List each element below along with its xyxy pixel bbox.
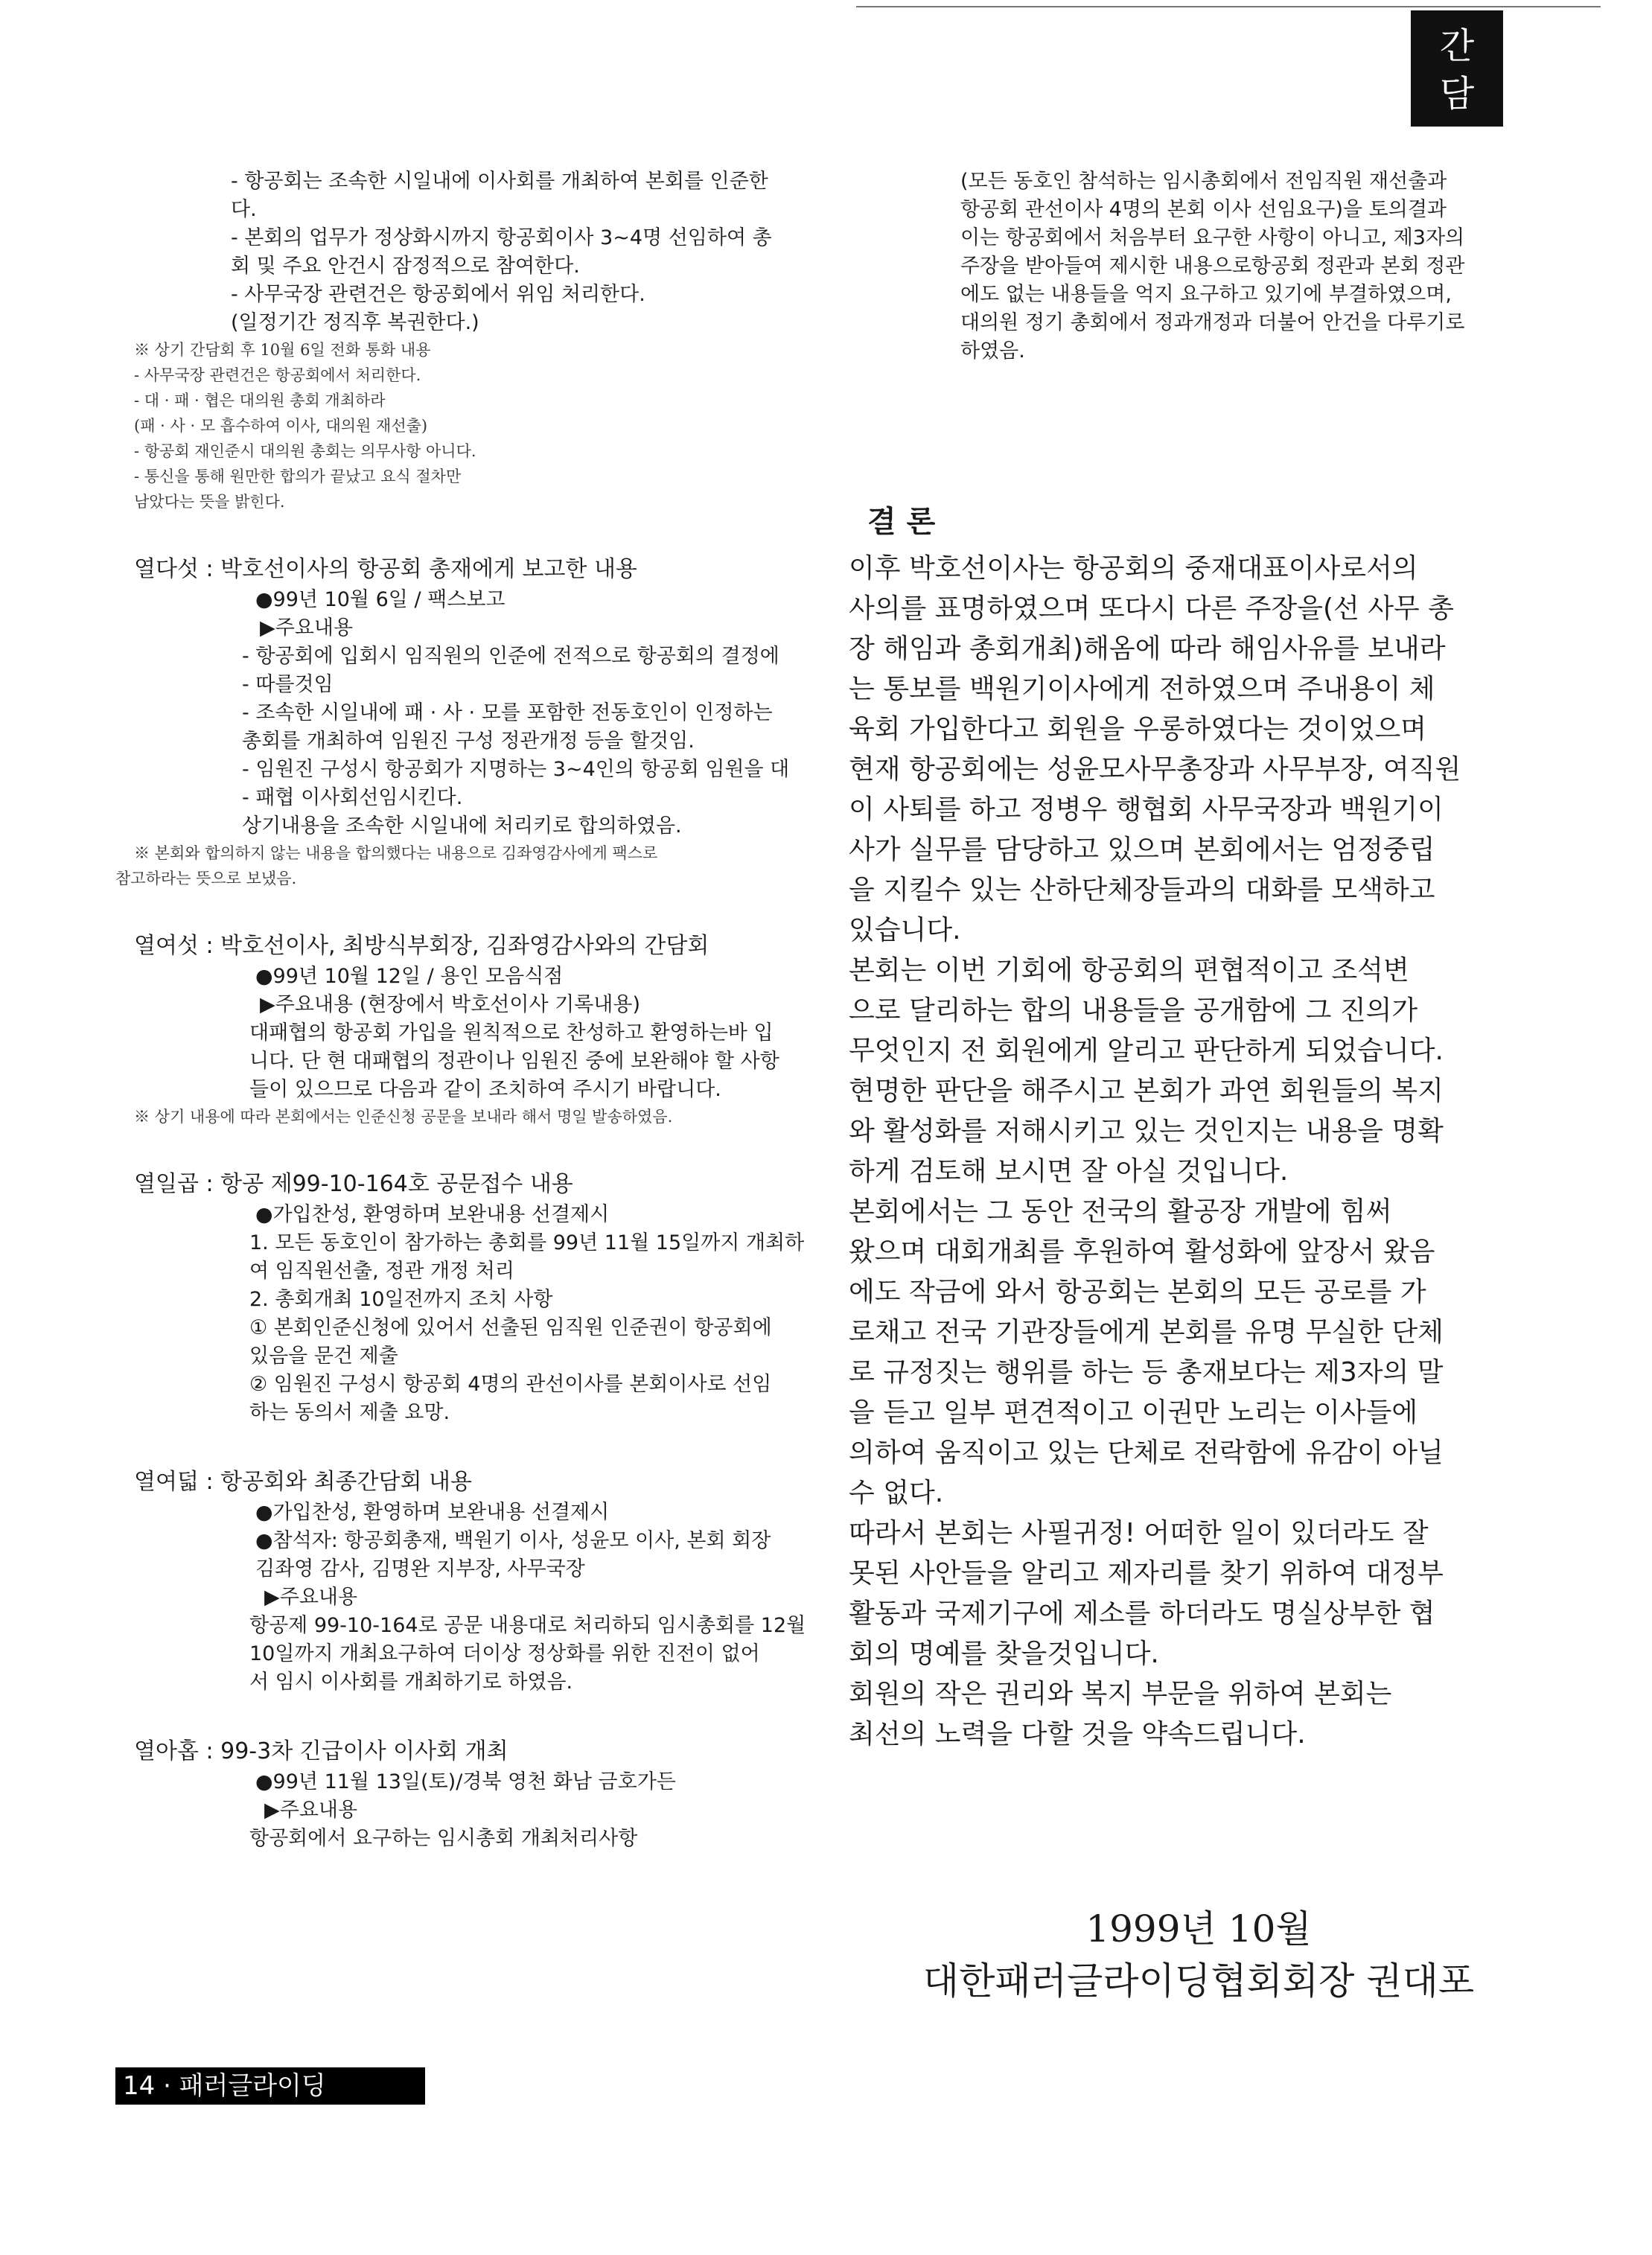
- text-line: - 임원진 구성시 항공회가 지명하는 3~4인의 항공회 임원을 대: [242, 758, 790, 781]
- text-line: ●99년 10월 6일 / 팩스보고: [255, 588, 506, 611]
- text-line: - 사무국장 관련건은 항공회에서 위임 처리한다.: [231, 283, 645, 306]
- text-line: 서 임시 이사회를 개최하기로 하였음.: [249, 1671, 573, 1694]
- text-line: 하게 검토해 보시면 잘 아실 것입니다.: [849, 1156, 1289, 1187]
- text-line: 대의원 정기 총회에서 정과개정과 더불어 안건을 다루기로: [960, 311, 1465, 334]
- text-line: 2. 총회개최 10일전까지 조치 사항: [249, 1288, 553, 1311]
- text-line: 따라서 본회는 사필귀정! 어떠한 일이 있더라도 잘: [849, 1518, 1429, 1548]
- right-column: [849, 168, 1496, 1755]
- page-footer: 14 · 패러글라이딩: [115, 2067, 425, 2105]
- text-line: 본회는 이번 기회에 항공회의 편협적이고 조석변: [849, 955, 1409, 986]
- closing-block: [893, 1903, 1504, 2007]
- closing-signature: 대한패러글라이딩협회회장 권대포: [922, 1959, 1475, 2003]
- text-line: 의하여 움직이고 있는 단체로 전락함에 유감이 아닐: [849, 1438, 1444, 1468]
- text-line: ▶주요내용: [260, 616, 354, 639]
- text-line: 에도 작금에 와서 항공회는 본회의 모든 공로를 가: [849, 1277, 1426, 1307]
- text-line: 왔으며 대회개최를 후원하여 활성화에 앞장서 왔음: [849, 1237, 1435, 1267]
- text-line: 있음을 문건 제출: [249, 1345, 398, 1368]
- text-line: ▶주요내용 (현장에서 박호선이사 기록내용): [260, 993, 640, 1016]
- text-line: - 본회의 업무가 정상화시까지 항공회이사 3~4명 선임하여 총: [231, 226, 772, 249]
- text-line: ●99년 11월 13일(토)/경북 영천 화남 금호가든: [255, 1770, 676, 1793]
- text-line: 들이 있으므로 다음과 같이 조치하여 주시기 바랍니다.: [249, 1078, 721, 1101]
- text-line: 하였음.: [960, 339, 1025, 363]
- text-line: - 항공회는 조속한 시일내에 이사회를 개최하여 본회를 인준한: [231, 170, 768, 193]
- text-line: 로 규정짓는 행위를 하는 등 총재보다는 제3자의 말: [849, 1357, 1444, 1388]
- text-line: 에도 없는 내용들을 억지 요구하고 있기에 부결하였으며,: [960, 283, 1452, 306]
- intro-block: [115, 168, 789, 337]
- section-heading: 열여섯 : 박호선이사, 최방식부회장, 김좌영감사와의 간담회: [134, 933, 709, 959]
- text-line: 현명한 판단을 해주시고 본회가 과연 회원들의 복지: [849, 1076, 1444, 1106]
- text-line: 을 듣고 일부 편견적이고 이권만 노리는 이사들에: [849, 1397, 1418, 1428]
- note-line: ※ 본회와 합의하지 않는 내용을 합의했다는 내용으로 김좌영감사에게 팩스로: [134, 844, 658, 862]
- text-line: 이는 항공회에서 처음부터 요구한 사항이 아니고, 제3자의: [960, 226, 1465, 249]
- text-line: ▶주요내용: [264, 1799, 358, 1822]
- section-19: [115, 1735, 789, 1853]
- text-line: - 따를것임: [242, 673, 334, 696]
- text-line: 하는 동의서 제출 요망.: [249, 1401, 450, 1424]
- text-line: ●가입찬성, 환영하며 보완내용 선결제시: [255, 1203, 610, 1226]
- text-line: 상기내용을 조속한 시일내에 처리키로 합의하였음.: [242, 814, 682, 838]
- note-line: (패 · 사 · 모 흡수하여 이사, 대의원 재선출): [134, 417, 428, 435]
- conclusion-title: 결 론: [867, 504, 936, 539]
- text-line: 총회를 개최하여 임원진 구성 정관개정 등을 할것임.: [242, 730, 695, 753]
- text-line: 본회에서는 그 동안 전국의 활공장 개발에 힘써: [849, 1196, 1392, 1227]
- text-line: 항공제 99-10-164로 공문 내용대로 처리하되 임시총회를 12월: [249, 1614, 806, 1637]
- text-line: - 조속한 시일내에 패 · 사 · 모를 포함한 전동호인이 인정하는: [242, 701, 773, 724]
- closing-date: 1999년 10월: [1085, 1907, 1312, 1951]
- section-tab: [1411, 10, 1503, 127]
- text-line: 못된 사안들을 알리고 제자리를 찾기 위하여 대정부: [849, 1558, 1444, 1589]
- text-line: 회의 명예를 찾을것입니다.: [849, 1639, 1159, 1669]
- text-line: 이후 박호선이사는 항공회의 중재대표이사로서의: [849, 553, 1418, 584]
- text-line: ② 임원진 구성시 항공회 4명의 관선이사를 본회이사로 선임: [249, 1373, 772, 1396]
- section-heading: 열아홉 : 99-3차 긴급이사 이사회 개최: [134, 1738, 508, 1764]
- section-18: [115, 1466, 806, 1697]
- note-line: ※ 상기 내용에 따라 본회에서는 인준신청 공문을 보내라 해서 명일 발송하였음.: [134, 1108, 673, 1126]
- text-line: 여 임직원선출, 정관 개정 처리: [249, 1260, 514, 1283]
- text-line: 항공회에서 요구하는 임시총회 개최처리사항: [249, 1827, 638, 1850]
- text-line: 현재 항공회에는 성윤모사무총장과 사무부장, 여직원: [849, 754, 1461, 785]
- right-top-paragraph: [849, 168, 1496, 366]
- text-line: 육회 가입한다고 회원을 우롱하였다는 것이었으며: [849, 714, 1427, 744]
- text-line: 대패협의 항공회 가입을 원칙적으로 찬성하고 환영하는바 입: [249, 1021, 774, 1044]
- text-line: ▶주요내용: [264, 1586, 358, 1609]
- note-line: - 대 · 패 · 협은 대의원 총회 개최하라: [134, 392, 386, 409]
- text-line: 1. 모든 동호인이 참가하는 총회를 99년 11월 15일까지 개최하: [249, 1231, 805, 1254]
- text-line: ●99년 10월 12일 / 용인 모음식점: [255, 965, 564, 988]
- text-line: 로채고 전국 기관장들에게 본회를 유명 무실한 단체: [849, 1317, 1444, 1347]
- section-15: [115, 553, 789, 891]
- text-line: 사가 실무를 담당하고 있으며 본회에서는 엄정중립: [849, 835, 1435, 865]
- note-line: - 통신을 통해 원만한 합의가 끝났고 요식 절차만: [134, 468, 462, 485]
- text-line: - 항공회에 입회시 임직원의 인준에 전적으로 항공회의 결정에: [242, 645, 779, 668]
- text-line: (일정기간 정직후 복권한다.): [231, 311, 479, 334]
- text-line: 무엇인지 전 회원에게 알리고 판단하게 되었습니다.: [849, 1036, 1444, 1066]
- note-line: 참고하라는 뜻으로 보냈음.: [115, 870, 297, 887]
- section-16: [115, 930, 789, 1129]
- text-line: 항공회 관선이사 4명의 본회 이사 선임요구)을 토의결과: [960, 198, 1447, 221]
- note-line: ※ 상기 간담회 후 10월 6일 전화 통화 내용: [134, 341, 431, 359]
- text-line: (모든 동호인 참석하는 임시총회에서 전임직원 재선출과: [960, 170, 1447, 193]
- text-line: 와 활성화를 저해시키고 있는 것인지는 내용을 명확: [849, 1116, 1444, 1146]
- text-line: 을 지킬수 있는 산하단체장들과의 대화를 모색하고: [849, 875, 1435, 905]
- text-line: 장 해임과 총회개최)해옴에 따라 해임사유를 보내라: [849, 634, 1446, 664]
- text-line: ① 본회인준신청에 있어서 선출된 임직원 인준권이 항공회에: [249, 1316, 772, 1339]
- text-line: 회원의 작은 권리와 복지 부문을 위하여 본회는: [849, 1679, 1392, 1709]
- text-line: 활동과 국제기구에 제소를 하더라도 명실상부한 협: [849, 1598, 1435, 1629]
- text-line: ●가입찬성, 환영하며 보완내용 선결제시: [255, 1501, 610, 1524]
- conclusion-body: [849, 549, 1496, 1755]
- text-line: 니다. 단 현 대패협의 정관이나 임원진 중에 보완해야 할 사항: [249, 1050, 779, 1073]
- text-line: 는 통보를 백원기이사에게 전하였으며 주내용이 체: [849, 674, 1435, 704]
- note-line: 남았다는 뜻을 밝힌다.: [134, 493, 285, 511]
- text-line: 으로 달리하는 합의 내용들을 공개함에 그 진의가: [849, 995, 1418, 1026]
- note-line: - 사무국장 관련건은 항공회에서 처리한다.: [134, 366, 421, 384]
- section-heading: 열일곱 : 항공 제99-10-164호 공문접수 내용: [134, 1171, 573, 1197]
- intro-notes: [115, 337, 789, 514]
- section-heading: 열여덟 : 항공회와 최종간담회 내용: [134, 1469, 472, 1495]
- section-tab-char: 담: [1439, 73, 1475, 115]
- text-line: 주장을 받아들여 제시한 내용으로항공회 정관과 본회 정관: [960, 255, 1465, 278]
- text-line: - 패협 이사회선임시킨다.: [242, 786, 463, 809]
- section-17: [115, 1168, 805, 1427]
- text-line: 10일까지 개최요구하여 더이상 정상화를 위한 진전이 없어: [249, 1642, 760, 1665]
- text-line: 김좌영 감사, 김명완 지부장, 사무국장: [255, 1557, 585, 1581]
- text-line: 최선의 노력을 다할 것을 약속드립니다.: [849, 1719, 1306, 1750]
- text-line: 회 및 주요 안건시 잠정적으로 참여한다.: [231, 255, 580, 278]
- text-line: ●참석자: 항공회총재, 백원기 이사, 성윤모 이사, 본회 회장: [255, 1529, 771, 1552]
- note-line: - 항공회 재인준시 대의원 총회는 의무사항 아니다.: [134, 442, 476, 460]
- text-line: 사의를 표명하였으며 또다시 다른 주장을(선 사무 총: [849, 593, 1455, 624]
- section-tab-char: 간: [1439, 25, 1475, 67]
- text-line: 이 사퇴를 하고 정병우 행협회 사무국장과 백원기이: [849, 794, 1444, 825]
- text-line: 있습니다.: [849, 915, 961, 945]
- text-line: 수 없다.: [849, 1478, 944, 1508]
- section-heading: 열다섯 : 박호선이사의 항공회 총재에게 보고한 내용: [134, 556, 637, 582]
- top-rule: [856, 6, 1601, 7]
- text-line: 다.: [231, 198, 257, 221]
- left-column: [115, 168, 806, 1853]
